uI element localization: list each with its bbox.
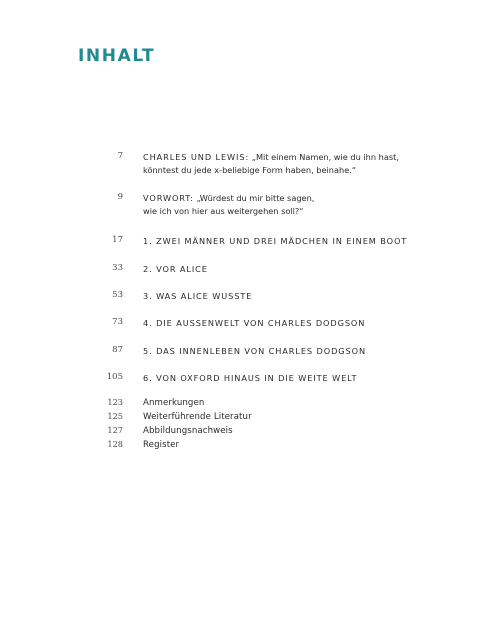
toc-page-number: 73	[112, 317, 123, 327]
toc-entry-line-1	[143, 192, 443, 205]
toc-chapter-title: 3. WAS ALICE WUSSTE	[143, 291, 253, 301]
toc-page-number: 123	[107, 397, 123, 407]
toc-chapter-title: 1. ZWEI MÄNNER UND DREI MÄDCHEN IN EINEM BOOT	[143, 236, 408, 246]
toc-page-number: 17	[112, 235, 123, 245]
toc-page-number: 105	[106, 372, 123, 382]
toc-chapter-title: 5. DAS INNENLEBEN VON CHARLES DODGSON	[143, 346, 366, 356]
toc-page-number: 125	[107, 411, 123, 421]
toc-entry-text	[143, 151, 443, 176]
toc-page-number: 127	[107, 425, 123, 435]
toc-chapter-title: 4. DIE AUSSENWELT VON CHARLES DODGSON	[143, 318, 366, 328]
toc-page-number: 7	[117, 151, 123, 161]
toc-entry-line-2: könntest du jede x-beliebige Form haben, beinahe.“	[143, 164, 357, 175]
toc-entry-line-2: wie ich von hier aus weitergehen soll?“	[143, 205, 304, 216]
toc-page-number: 128	[107, 439, 123, 449]
toc-entry-quote-start: „Würdest du mir bitte sagen,	[196, 193, 315, 203]
toc-entry-quote-start: „Mit einem Namen, wie du ihn hast,	[251, 152, 399, 162]
toc-page-number: 87	[112, 345, 123, 355]
toc-back-matter-title: Abbildungsnachweis	[143, 426, 233, 436]
toc-back-matter-title: Anmerkungen	[143, 398, 205, 408]
toc-entry-text	[143, 192, 443, 217]
toc-chapter-title: 2. VOR ALICE	[143, 264, 208, 274]
toc-page-number: 33	[112, 263, 123, 273]
toc-entry-heading: CHARLES UND LEWIS:	[143, 152, 250, 162]
toc-entry-heading: VORWORT:	[143, 193, 194, 203]
toc-page-number: 9	[117, 192, 123, 202]
toc-entry-line-1	[143, 151, 443, 164]
toc-back-matter-title: Register	[143, 440, 180, 450]
toc-chapter-title: 6. VON OXFORD HINAUS IN DIE WEITE WELT	[143, 373, 358, 383]
toc-back-matter-title: Weiterführende Literatur	[143, 412, 252, 422]
toc-page-number: 53	[112, 290, 123, 300]
page-title: INHALT	[78, 46, 156, 66]
